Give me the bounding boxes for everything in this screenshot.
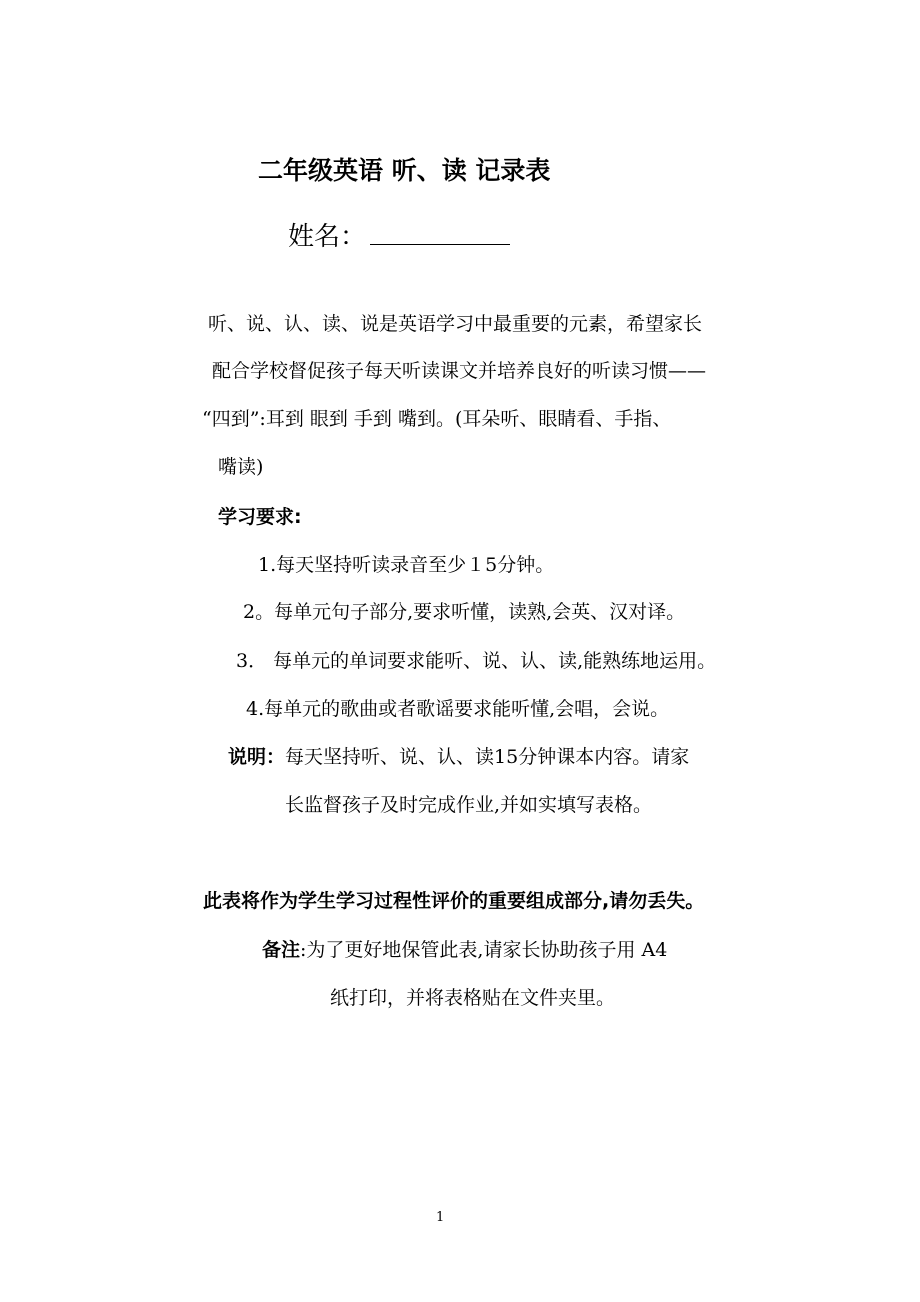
warning-text: 此表将作为学生学习过程性评价的重要组成部分,请勿丢失。 xyxy=(203,890,705,912)
note-text-1: 每天坚持听、说、认、读15分钟课本内容。请家 xyxy=(285,746,690,768)
intro-line-3: “四到”:耳到 眼到 手到 嘴到。(耳朵听、眼睛看、手指、 xyxy=(202,408,672,430)
intro-line-1: 听、说、认、读、说是英语学习中最重要的元素，希望家长 xyxy=(208,313,703,335)
note-line-2: 长监督孩子及时完成作业,并如实填写表格。 xyxy=(285,794,653,816)
requirement-item-4: 4.每单元的歌曲或者歌谣要求能听懂,会唱，会说。 xyxy=(246,698,670,720)
remark-line-2: 纸打印，并将表格贴在文件夹里。 xyxy=(330,987,616,1009)
name-label: 姓名： xyxy=(288,222,367,252)
remark-label: 备注 xyxy=(262,939,301,961)
document-title: 二年级英语 听、读 记录表 xyxy=(258,156,551,185)
requirements-heading: 学习要求: xyxy=(218,506,302,528)
note-label: 说明： xyxy=(228,746,286,768)
name-blank-line[interactable] xyxy=(370,222,510,245)
note-line-1 xyxy=(228,748,689,767)
remark-text-1: :为了更好地保管此表,请家长协助孩子用 A4 xyxy=(300,939,668,961)
name-field-row xyxy=(288,222,510,250)
intro-line-2: 配合学校督促孩子每天听读课文并培养良好的听读习惯—— xyxy=(212,360,707,382)
requirement-item-2: 2。每单元句子部分,要求听懂，读熟,会英、汉对译。 xyxy=(243,601,686,623)
page-number: 1 xyxy=(436,1210,445,1225)
requirement-item-3: 3． 每单元的单词要求能听、说、认、读,能熟练地运用。 xyxy=(236,650,717,672)
intro-line-4: 嘴读) xyxy=(218,456,264,478)
requirement-item-1: 1.每天坚持听读录音至少１5分钟。 xyxy=(258,554,555,576)
remark-line-1 xyxy=(262,941,667,960)
